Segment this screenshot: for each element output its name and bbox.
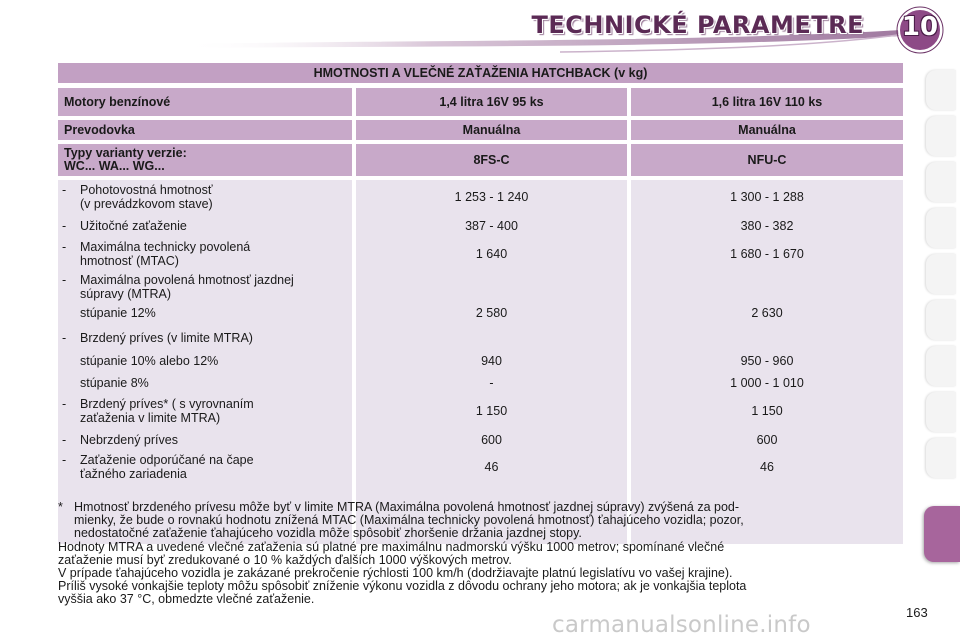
footnote-line: Hodnoty MTRA a uvedené vlečné zaťaženia sú platné pre maximálnu nadmorskú výšku 1000 metrov; spomínané vlečné [58,539,725,554]
row-label-cont: (v prevádzkovom stave) [80,197,213,211]
chapter-badge [896,6,944,54]
row-label: Brzdený príves* ( s vyrovnaním [80,397,254,411]
footnote-line: Príliš vysoké vonkajšie teploty môžu spôsobiť zníženie výkonu vozidla z dôvodu ochrany jeho motora; ak je vonkajšia teplota [58,579,747,594]
engine-label: Motory benzínové [58,88,352,116]
chapter-tab[interactable] [926,162,956,202]
engine-col-1: 1,4 litra 16V 95 ks [356,88,627,116]
row-label: Užitočné zaťaženie [80,219,187,233]
table-title-row [58,63,903,83]
row-dash: - [62,183,67,197]
row-value-1: 940 [481,354,502,368]
footnote-line: mienky, že bude o rovnakú hodnotu znížená MTAC (Maximálna technicky povolená hmotnosť) ťahajúceho vozidla; pozor, [74,513,744,528]
variant-row [58,144,903,176]
row-value-2: 600 [756,433,778,447]
row-value-1: 1 253 - 1 240 [454,190,529,204]
row-value-1: 1 640 [475,247,508,261]
chapter-tab[interactable] [926,300,956,340]
chapter-tab[interactable] [926,346,956,386]
row-label-cont: ťažného zariadenia [80,467,187,481]
footnote-line: V prípade ťahajúceho vozidla je zakázané prekročenie rýchlosti 100 km/h (dodržiavajte platnú legislatívu vo vašej krajine). [58,566,733,581]
row-label: Zaťaženie odporúčané na čape [80,453,254,467]
row-dash: - [62,453,67,467]
row-label: Maximálna povolená hmotnosť jazdnej [80,273,294,287]
row-label-cont: hmotnosť (MTAC) [80,254,179,268]
row-dash: - [62,219,67,233]
chapter-tab[interactable] [926,392,956,432]
row-value-2: 2 630 [751,306,783,320]
chapter-tab[interactable] [926,254,956,294]
variant-col-2: NFU-C [631,144,903,176]
row-value-2: 950 - 960 [740,354,794,368]
row-value-1: 2 580 [475,306,508,320]
gearbox-col-1: Manuálna [356,120,627,140]
row-dash: - [62,331,67,345]
variant-label-line-1: Typy varianty verzie: [64,146,187,160]
row-label: Nebrzdený príves [80,433,178,447]
row-value-1: 387 - 400 [465,219,518,233]
page-header [0,0,960,60]
chapter-number: 10 [901,12,939,42]
row-value-2: 1 300 - 1 288 [730,190,804,204]
page-number: 163 [906,605,928,620]
engine-row [58,88,903,116]
gearbox-col-2: Manuálna [631,120,903,140]
chapter-tab-active[interactable] [924,506,960,562]
variant-label-line-2: WC... WA... WG... [64,159,165,173]
row-label: stúpanie 12% [80,306,156,320]
row-label: stúpanie 8% [80,376,149,390]
row-value-2: 1 150 [751,404,783,418]
row-dash: - [62,433,67,447]
footnote-line: Hmotnosť brzdeného prívesu môže byť v limite MTRA (Maximálna povolená hmotnosť jazdnej súpravy) zvýšená za pod- [74,500,740,514]
row-value-1: 1 150 [475,404,508,418]
page-title: TECHNICKÉ PARAMETRE [531,11,864,39]
chapter-tab[interactable] [926,116,956,156]
row-value-2: 46 [760,460,774,474]
chapter-tab[interactable] [926,70,956,110]
gearbox-label: Prevodovka [58,120,352,140]
row-value-2: 1 680 - 1 670 [730,247,804,261]
row-label-cont: súpravy (MTRA) [80,287,171,301]
row-dash: - [62,273,67,287]
chapter-tab[interactable] [926,438,956,478]
row-value-1: 600 [481,433,502,447]
watermark: carmanualsonline.info [552,612,811,638]
row-value-2: 380 - 382 [740,219,794,233]
footnote-star: * [58,500,63,514]
row-label: Pohotovostná hmotnosť [80,183,213,197]
table-title: HMOTNOSTI A VLEČNÉ ZAŤAŽENIA HATCHBACK (v kg) [58,63,903,83]
row-label: Brzdený príves (v limite MTRA) [80,331,253,345]
variant-col-1: 8FS-C [356,144,627,176]
footnote-line: zaťaženie musí byť zredukované o 10 % každých ďalších 1000 výškových metrov. [58,552,512,567]
footnote-line: nedostatočné zaťaženie ťahajúceho vozidla môže spôsobiť zhoršenie držania jazdnej stopy. [74,526,582,541]
row-label-cont: zaťaženia v limite MTRA) [80,411,221,425]
variant-label [58,144,352,176]
row-value-1: 46 [484,460,499,474]
row-label: Maximálna technicky povolená [80,240,251,254]
engine-col-2: 1,6 litra 16V 110 ks [631,88,903,116]
row-label: stúpanie 10% alebo 12% [80,354,219,368]
footnote-line: vyššia ako 37 °C, obmedzte vlečné zaťaženie. [58,592,315,607]
gearbox-row [58,120,903,140]
row-value-2: 1 000 - 1 010 [730,376,804,390]
chapter-tab[interactable] [926,208,956,248]
row-dash: - [62,240,67,254]
footnote [58,501,904,607]
row-value-1: - [489,376,494,390]
row-dash: - [62,397,67,411]
